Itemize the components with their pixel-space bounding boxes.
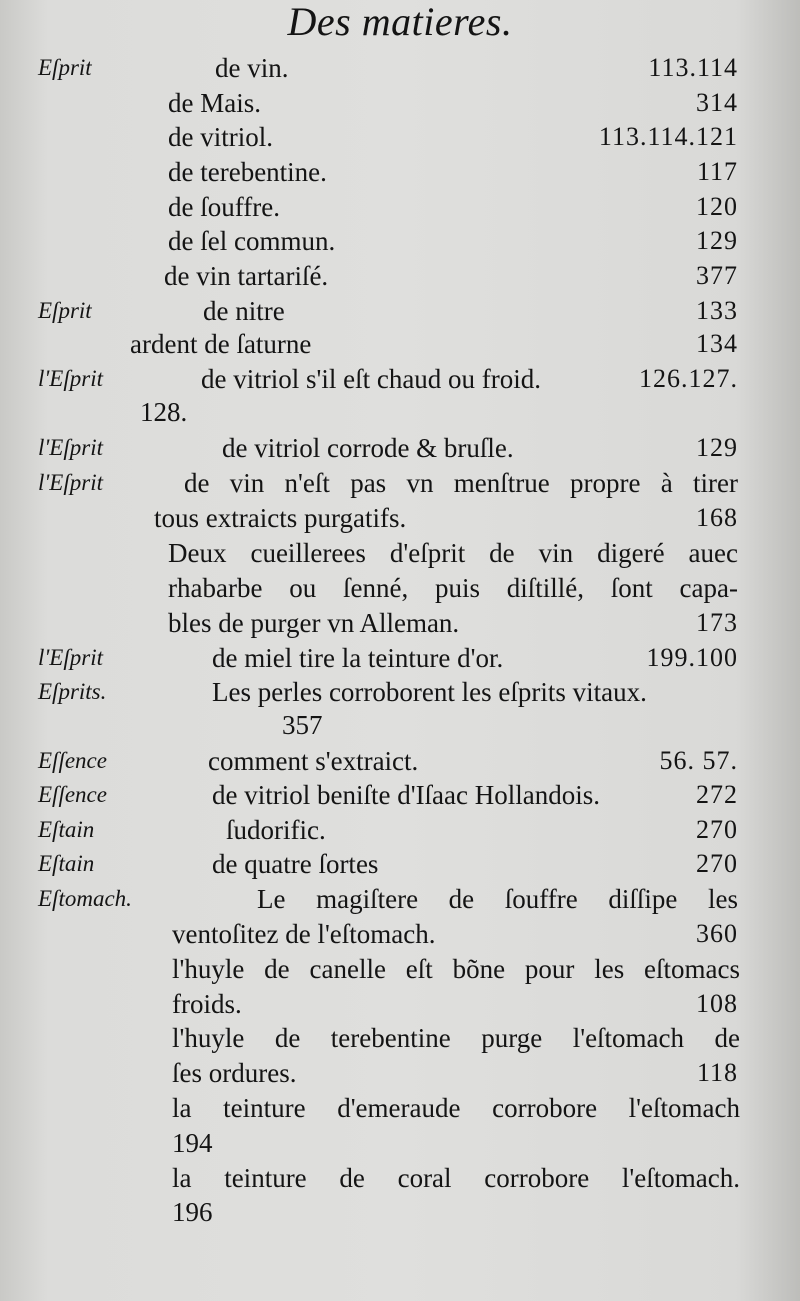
entry-keyword: Eſprit	[38, 55, 92, 80]
index-entry	[0, 1090, 800, 1126]
entry-keyword: Eſprits.	[38, 679, 107, 704]
index-entry	[0, 881, 800, 917]
index-entry	[0, 1125, 800, 1161]
entry-text: de nitre	[203, 296, 285, 326]
index-entry	[0, 916, 800, 952]
page-title: Des matieres.	[287, 0, 513, 44]
index-entry	[0, 674, 800, 710]
entry-page: 314	[696, 88, 738, 117]
index-entry	[0, 535, 800, 571]
entry-page: 360	[696, 919, 738, 948]
entry-page: 270	[696, 815, 738, 844]
index-entry	[0, 189, 800, 225]
index-entry	[0, 154, 800, 190]
entry-page: 126.127.	[639, 364, 738, 393]
entry-text: de ſouffre.	[168, 192, 280, 222]
entry-page: 56. 57.	[659, 746, 738, 775]
entry-page: 168	[696, 503, 738, 532]
entry-text: Deux cueillerees d'eſprit de vin digeré auec	[168, 538, 738, 568]
entry-text: ventoſitez de l'eſtomach.	[172, 919, 436, 949]
index-entry	[0, 986, 800, 1022]
entry-page: 272	[696, 780, 738, 809]
index-entry	[0, 570, 800, 606]
entry-page: 129	[696, 226, 738, 255]
entry-text: ſes ordures.	[172, 1058, 297, 1088]
index-entry	[0, 640, 800, 676]
entry-text: l'huyle de terebentine purge l'eſtomach de	[172, 1023, 740, 1053]
entry-page: 113.114.121	[598, 122, 738, 151]
index-entry	[0, 430, 800, 466]
entry-page: 377	[696, 261, 738, 290]
entry-page: 133	[696, 296, 738, 325]
index-entry	[0, 605, 800, 641]
entry-keyword: Eſtomach.	[38, 886, 132, 911]
index-entry	[0, 743, 800, 779]
entry-text: l'huyle de canelle eſt bõne pour les eſtomacs	[172, 954, 740, 984]
entry-text: 194	[172, 1128, 213, 1158]
entry-keyword: l'Eſprit	[38, 470, 103, 495]
entry-text: de vin n'eſt pas vn menſtrue propre à tirer	[184, 468, 738, 498]
index-entry	[0, 326, 800, 362]
index-entry	[0, 85, 800, 121]
entry-page: 173	[696, 608, 738, 637]
index-entry	[0, 293, 800, 329]
entry-text: de vitriol beniſte d'Iſaac Hollandois.	[212, 780, 601, 810]
entry-keyword: Eſſence	[38, 748, 107, 773]
index-entry	[0, 951, 800, 987]
entry-text: de vitriol.	[168, 122, 273, 152]
entry-page: 134	[696, 329, 738, 358]
entry-page: 118	[696, 1058, 738, 1087]
index-entry	[0, 465, 800, 501]
entry-text: de terebentine.	[168, 157, 327, 187]
entry-keyword: Eſtain	[38, 817, 95, 842]
index-entry	[0, 258, 800, 294]
entry-text: Les perles corroborent les eſprits vitaux.	[212, 677, 647, 707]
entry-text: ardent de ſaturne	[130, 329, 312, 359]
entry-text: tous extraicts purgatifs.	[154, 503, 407, 533]
entry-keyword: Eſtain	[38, 851, 95, 876]
entry-text: rhabarbe ou ſenné, puis diſtillé, ſont capa-	[168, 573, 738, 603]
entry-text: bles de purger vn Alleman.	[168, 608, 460, 638]
entry-text: 357	[282, 710, 323, 740]
entry-text: 196	[172, 1197, 213, 1227]
index-entry	[0, 119, 800, 155]
entry-text: de vin tartariſé.	[164, 261, 329, 291]
entry-text: 128.	[140, 397, 188, 427]
entry-keyword: l'Eſprit	[38, 435, 103, 460]
entry-page: 270	[696, 849, 738, 878]
index-entry	[0, 1194, 800, 1230]
index-entry	[0, 777, 800, 813]
index-entry	[0, 50, 800, 86]
index-entry	[0, 846, 800, 882]
index-entry	[0, 1160, 800, 1196]
entry-text: la teinture de coral corrobore l'eſtomach.	[172, 1163, 740, 1193]
entry-page: 108	[696, 989, 738, 1018]
entry-text: de Mais.	[168, 88, 261, 118]
index-entry	[0, 1055, 800, 1091]
entry-text: ſudorific.	[226, 815, 326, 845]
index-entry	[0, 394, 800, 430]
entry-text: de vitriol corrode & bruſle.	[222, 433, 514, 463]
entry-text: Le magiſtere de ſouffre diſſipe les	[257, 884, 738, 914]
index-entry	[0, 812, 800, 848]
entry-page: 199.100	[646, 643, 738, 672]
entry-text: de quatre ſortes	[212, 849, 379, 879]
entry-keyword: Eſſence	[38, 782, 107, 807]
entry-keyword: Eſprit	[38, 298, 92, 323]
entry-text: de miel tire la teinture d'or.	[212, 643, 504, 673]
entry-text: la teinture d'emeraude corrobore l'eſtomach	[172, 1093, 740, 1123]
entry-page: 113.114	[648, 53, 738, 82]
entry-keyword: l'Eſprit	[38, 366, 103, 391]
index-entry	[0, 361, 800, 397]
entry-page: 120	[696, 192, 738, 221]
index-entry	[0, 1020, 800, 1056]
entry-text: comment s'extraict.	[208, 746, 419, 776]
index-entry	[0, 707, 800, 743]
entry-keyword: l'Eſprit	[38, 645, 103, 670]
entry-text: froids.	[172, 989, 242, 1019]
entry-text: de ſel commun.	[168, 226, 336, 256]
entry-page: 117	[696, 157, 738, 186]
index-entry	[0, 500, 800, 536]
entry-page: 129	[696, 433, 738, 462]
entry-text: de vitriol s'il eſt chaud ou froid.	[201, 364, 542, 394]
index-entry	[0, 223, 800, 259]
entry-text: de vin.	[215, 53, 289, 83]
